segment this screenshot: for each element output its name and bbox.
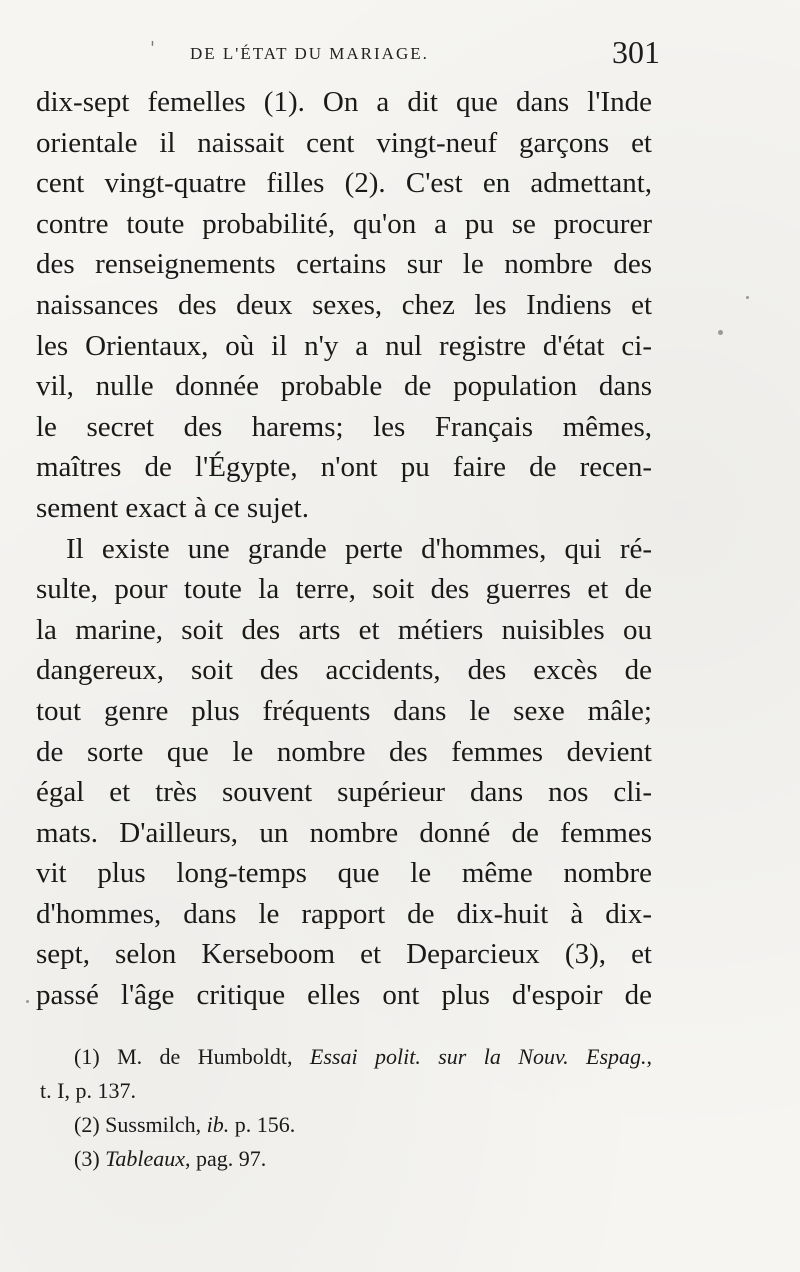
footnote-2-page: p. 156.: [234, 1112, 296, 1137]
text-line: des renseignements certains sur le nombre des: [36, 248, 652, 281]
text-line: contre toute probabilité, qu'on a pu se procurer: [36, 207, 652, 240]
body-text: [36, 82, 652, 1016]
paper-speck: [718, 330, 723, 335]
page-number: 301: [612, 34, 660, 70]
header-tick-mark: ': [150, 38, 155, 59]
text-line: la marine, soit des arts et métiers nuisibles ou: [36, 613, 652, 646]
footnote-2-number: (2): [74, 1112, 100, 1137]
paper-speck: [746, 296, 749, 299]
text-line: passé l'âge critique elles ont plus d'espoir de: [36, 979, 652, 1012]
text-line: dix-sept femelles (1). On a dit que dans l'Inde: [36, 86, 652, 118]
footnote-1-continuation: t. I, p. 137.: [40, 1078, 136, 1103]
footnote-2: [40, 1108, 652, 1142]
text-line: sulte, pour toute la terre, soit des guerres et de: [36, 573, 652, 606]
footnote-3: [40, 1142, 652, 1176]
footnote-3-title: Tableaux: [105, 1146, 186, 1171]
text-line: d'hommes, dans le rapport de dix-huit à dix-: [36, 897, 652, 930]
page-header: [150, 34, 660, 74]
running-head: DE L'ÉTAT DU MARIAGE.: [190, 44, 429, 63]
footnote-1-author: M. de Humboldt,: [117, 1044, 293, 1069]
text-line: vit plus long-temps que le même nombre: [36, 857, 652, 890]
text-line: le secret des harems; les Français mêmes,: [36, 410, 652, 443]
text-line: vil, nulle donnée probable de population dans: [36, 370, 652, 403]
text-line: orientale il naissait cent vingt-neuf garçons et: [36, 126, 652, 159]
text-line: sement exact à ce sujet.: [36, 491, 309, 524]
footnote-2-ib: ib.: [206, 1112, 230, 1137]
footnote-1: [40, 1040, 652, 1074]
footnote-1-after: ,: [646, 1044, 653, 1069]
paper-speck: [26, 1000, 29, 1003]
text-line: égal et très souvent supérieur dans nos cli-: [36, 776, 652, 809]
paragraph-start-line: Il existe une grande perte d'hommes, qui ré-: [66, 532, 652, 565]
text-line: cent vingt-quatre filles (2). C'est en admettant,: [36, 167, 652, 200]
footnote-1-title: Essai polit. sur la Nouv. Espag.: [309, 1044, 647, 1069]
text-line: de sorte que le nombre des femmes devient: [36, 735, 652, 768]
text-line: maîtres de l'Égypte, n'ont pu faire de recen-: [36, 451, 652, 484]
footnote-3-number: (3): [74, 1146, 100, 1171]
footnote-2-author: Sussmilch,: [105, 1112, 202, 1137]
text-line: dangereux, soit des accidents, des excès de: [36, 654, 652, 687]
text-line: sept, selon Kerseboom et Deparcieux (3), et: [36, 938, 652, 971]
text-line: tout genre plus fréquents dans le sexe mâle;: [36, 694, 652, 727]
footnote-1-number: (1): [74, 1044, 100, 1069]
footnotes: [40, 1040, 652, 1176]
text-line: les Orientaux, où il n'y a nul registre d'état ci-: [36, 329, 652, 362]
text-line: mats. D'ailleurs, un nombre donné de femmes: [36, 816, 652, 849]
footnote-3-page: , pag. 97.: [185, 1146, 267, 1171]
text-line: naissances des deux sexes, chez les Indiens et: [36, 288, 652, 321]
